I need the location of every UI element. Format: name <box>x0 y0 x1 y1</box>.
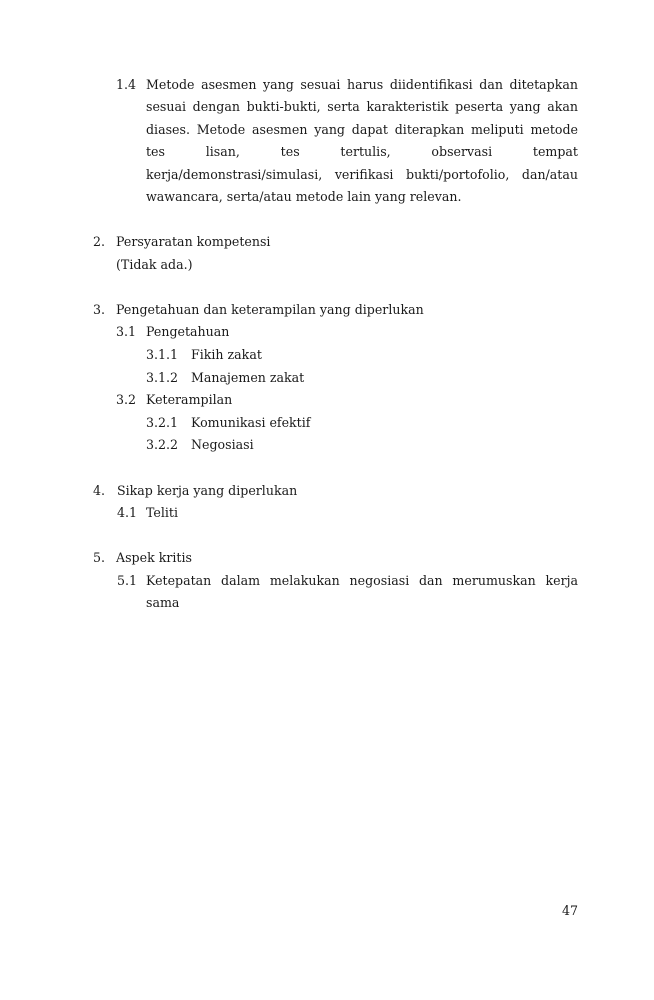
item-number: 3.1.2 <box>146 370 179 385</box>
paragraph-line: Ketepatan dalam melakukan negosiasi dan merumuskan kerja <box>146 573 578 588</box>
subsection-number: 3.1 <box>116 324 137 339</box>
item-number: 3.1.1 <box>146 347 179 362</box>
subsection-title: Teliti <box>146 505 179 520</box>
section-title: Persyaratan kompetensi <box>116 234 271 249</box>
subsection-number: 3.2 <box>116 392 137 407</box>
page-number: 47 <box>561 903 578 918</box>
section-number: 5. <box>93 550 106 565</box>
subsection-number: 5.1 <box>117 573 138 588</box>
paragraph-line: kerja/demonstrasi/simulasi, verifikasi bukti/portofolio, dan/atau <box>146 167 578 182</box>
item-text: Negosiasi <box>191 437 254 452</box>
section-number: 4. <box>93 483 106 498</box>
section-title: Aspek kritis <box>116 550 192 565</box>
subsection-number: 4.1 <box>117 505 138 520</box>
section-number: 3. <box>93 302 106 317</box>
paragraph-line: Metode asesmen yang sesuai harus diidentifikasi dan ditetapkan <box>146 77 578 92</box>
section-title: Pengetahuan dan keterampilan yang diperlukan <box>116 302 424 317</box>
paragraph-line: wawancara, serta/atau metode lain yang relevan. <box>146 189 462 204</box>
paragraph-line: sama <box>146 595 180 610</box>
paragraph-line: tes lisan, tes tertulis, observasi tempat <box>146 144 578 159</box>
paragraph-line: diases. Metode asesmen yang dapat diterapkan meliputi metode <box>146 122 578 137</box>
item-number: 3.2.1 <box>146 415 179 430</box>
section-note: (Tidak ada.) <box>116 257 193 272</box>
item-number: 3.2.2 <box>146 437 179 452</box>
subsection-title: Keterampilan <box>146 392 233 407</box>
section-title: Sikap kerja yang diperlukan <box>117 483 298 498</box>
paragraph-line: sesuai dengan bukti-bukti, serta karakteristik peserta yang akan <box>146 99 578 114</box>
item-text: Manajemen zakat <box>191 370 305 385</box>
item-text: Komunikasi efektif <box>191 415 311 430</box>
item-text: Fikih zakat <box>191 347 262 362</box>
subsection-title: Pengetahuan <box>146 324 230 339</box>
section-number: 2. <box>93 234 106 249</box>
item-number: 1.4 <box>116 77 137 92</box>
